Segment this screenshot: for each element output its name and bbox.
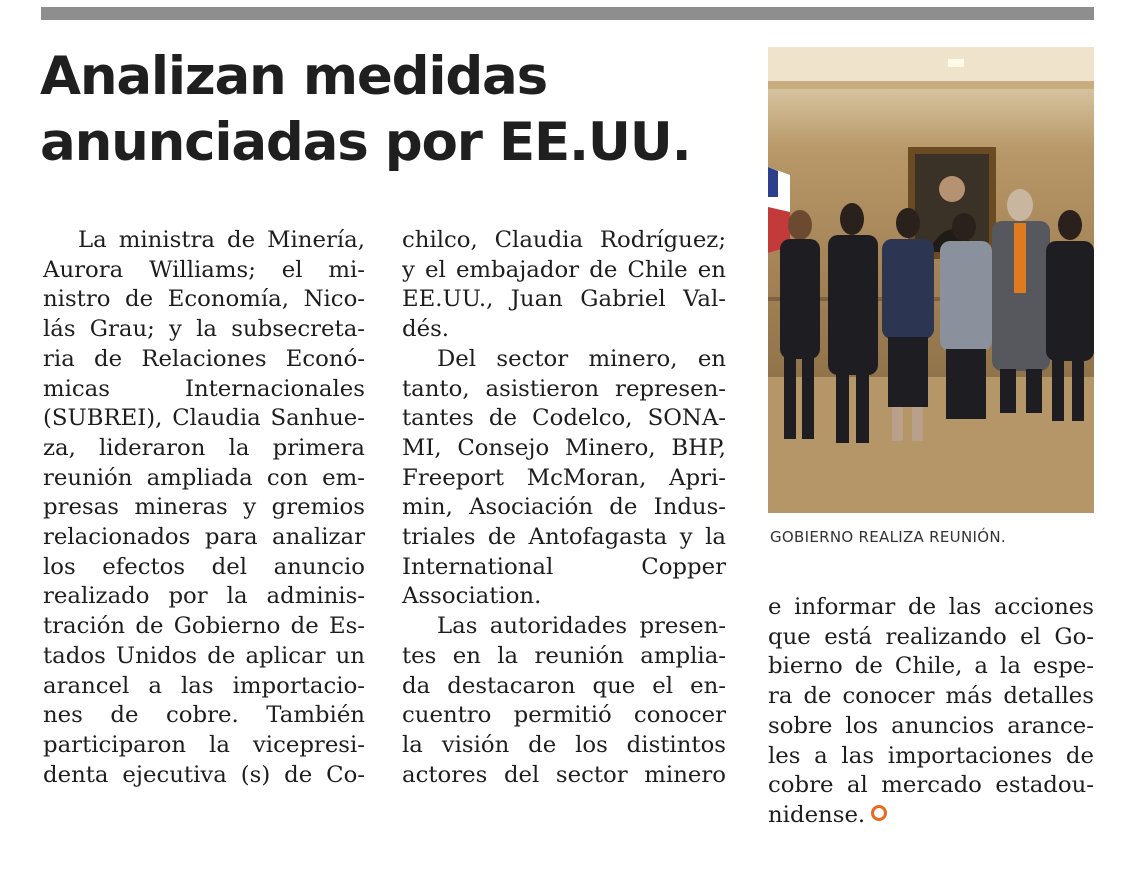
- text-line: sobre los anuncios arance-: [768, 712, 1094, 739]
- text-line: Association.: [402, 583, 542, 610]
- text-line: tantes de Codelco, SONA-: [402, 405, 726, 432]
- text-line: min, Asociación de Indus-: [402, 494, 726, 521]
- text-line: realizado por la adminis-: [43, 583, 365, 610]
- text-line: reunión ampliada con em-: [43, 464, 365, 491]
- photo-caption: GOBIERNO REALIZA REUNIÓN.: [770, 528, 1006, 546]
- text-line: International Copper: [402, 553, 726, 580]
- text-line: presas mineras y gremios: [43, 494, 365, 521]
- text-line: denta ejecutiva (s) de Co-: [43, 761, 365, 788]
- text-line: ra de conocer más detalles: [768, 683, 1094, 710]
- text-line: cuentro permitió conocer: [402, 702, 726, 729]
- text-line: triales de Antofagasta y la: [402, 524, 726, 551]
- text-line: arancel a las importacio-: [43, 672, 365, 699]
- article-headline: [40, 44, 691, 176]
- text-line: tes en la reunión amplia-: [402, 642, 726, 669]
- text-line-content: nidense.: [768, 801, 866, 828]
- text-line: les a las importaciones de: [768, 742, 1094, 769]
- section-divider-bar: [41, 7, 1094, 20]
- text-line: EE.UU., Juan Gabriel Val-: [402, 286, 726, 313]
- photo-illustration: [768, 47, 1094, 513]
- text-line: bierno de Chile, a la espe-: [768, 653, 1094, 680]
- text-line: chilco, Claudia Rodríguez;: [402, 227, 726, 253]
- article-column-2: [402, 226, 726, 790]
- text-line: tados Unidos de aplicar un: [43, 642, 365, 669]
- text-line: participaron la vicepresi-: [43, 731, 365, 758]
- text-line: (SUBREI), Claudia Sanhue-: [43, 405, 365, 432]
- headline-line-2: anunciadas por EE.UU.: [40, 112, 691, 173]
- text-line: la visión de los distintos: [402, 731, 726, 758]
- text-line: ria de Relaciones Econó-: [43, 345, 365, 372]
- text-line: MI, Consejo Minero, BHP,: [402, 434, 726, 461]
- text-line: actores del sector minero: [402, 761, 726, 788]
- text-line: lás Grau; y la subsecreta-: [43, 316, 365, 343]
- text-line: La ministra de Minería,: [78, 227, 365, 253]
- article-column-1: [43, 226, 365, 790]
- text-line: Las autoridades presen-: [437, 613, 726, 640]
- text-line: tración de Gobierno de Es-: [43, 613, 365, 640]
- text-line: Del sector minero, en: [437, 345, 726, 372]
- text-line: Freeport McMoran, Apri-: [402, 464, 726, 491]
- text-line: nistro de Economía, Nico-: [43, 286, 365, 313]
- text-line: cobre al mercado estadou-: [768, 772, 1094, 799]
- text-line: e informar de las acciones: [768, 594, 1094, 620]
- text-line: micas Internacionales: [43, 375, 365, 402]
- text-line: Aurora Williams; el mi-: [43, 256, 365, 283]
- text-line: tanto, asistieron represen-: [402, 375, 726, 402]
- end-of-article-icon: [871, 805, 887, 821]
- text-line: que está realizando el Go-: [768, 623, 1094, 650]
- headline-line-1: Analizan medidas: [40, 46, 547, 107]
- text-line: da destacaron que el en-: [402, 672, 726, 699]
- text-line: nes de cobre. También: [43, 702, 365, 729]
- text-line: y el embajador de Chile en: [402, 256, 726, 283]
- text-line: za, lideraron la primera: [43, 434, 365, 461]
- article-photo: [768, 47, 1094, 513]
- article-column-3: [768, 593, 1094, 831]
- text-line: dés.: [402, 316, 450, 343]
- text-line: relacionados para analizar: [43, 524, 365, 551]
- text-line: los efectos del anuncio: [43, 553, 365, 580]
- text-line: [768, 801, 1094, 831]
